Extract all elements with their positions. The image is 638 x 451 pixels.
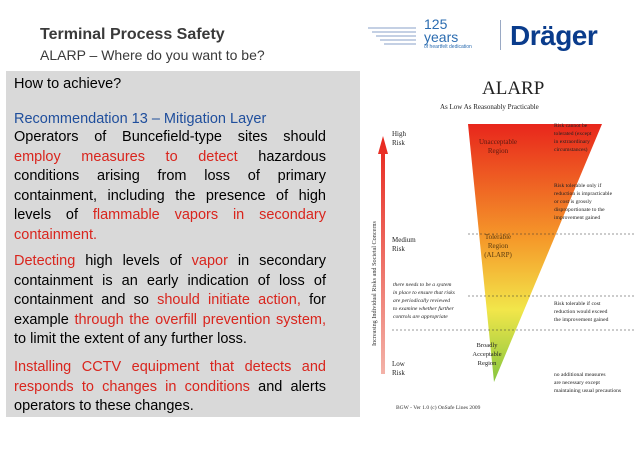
anniversary-word: years <box>424 29 459 45</box>
tolerable-region-label: Tolerable <box>484 233 512 241</box>
note-impracticable: disproportionate to the <box>554 207 605 213</box>
high-risk-label: Risk <box>392 139 405 147</box>
broadly-acceptable-label: Broadly <box>476 342 498 349</box>
alarp-diagram <box>372 74 638 420</box>
note-impracticable: Risk tolerable only if <box>554 183 602 189</box>
anniversary-lines-icon <box>368 26 418 48</box>
anniversary-number: 125 <box>424 16 448 32</box>
brand-divider <box>500 20 501 50</box>
medium-risk-label: Risk <box>392 245 405 253</box>
high-risk-label: High <box>392 130 406 138</box>
low-risk-label: Risk <box>392 369 405 377</box>
system-review-note: controls are appropriate <box>393 314 448 320</box>
alarp-title: ALARP <box>482 78 545 99</box>
body-text: hazardous conditions arising from loss of primary containment, including the presence of high levels of <box>14 148 326 223</box>
highlighted-text: employ measures to detect <box>14 148 238 165</box>
system-review-note: are periodically reviewed <box>393 298 451 304</box>
low-risk-label: Low <box>392 360 405 368</box>
risk-axis-arrow <box>378 136 388 374</box>
note-unacceptable: in extraordinary <box>554 139 590 145</box>
paragraph-cctv <box>14 358 326 417</box>
broadly-acceptable-label: Acceptable <box>472 351 502 358</box>
note-unacceptable: Risk cannot be <box>554 123 588 129</box>
note-cost: reduction would exceed <box>554 309 608 315</box>
note-impracticable: improvement gained <box>554 215 601 221</box>
highlighted-text: through the overfill prevention system, <box>74 311 326 328</box>
paragraph-detecting <box>14 252 326 350</box>
page-subtitle: ALARP – Where do you want to be? <box>40 47 265 63</box>
system-review-note: there needs to be a system <box>393 282 452 288</box>
anniversary-mark <box>424 18 472 50</box>
tolerable-region-label: (ALARP) <box>484 251 512 259</box>
recommendation-heading: Recommendation 13 – Mitigation Layer <box>14 111 267 127</box>
body-text: for example <box>14 292 326 328</box>
highlighted-text: Detecting <box>14 253 76 269</box>
unacceptable-region-label: Region <box>487 147 509 155</box>
page-title: Terminal Process Safety <box>40 26 225 43</box>
system-review-note: in place to ensure that risks <box>393 290 455 296</box>
unacceptable-region-label: Unacceptable <box>478 138 518 146</box>
system-review-note: to examine whether further <box>393 306 454 312</box>
highlighted-text: Installing CCTV equipment that detects and responds to changes in conditions <box>14 359 326 395</box>
body-text: and alerts operators to these changes. <box>14 378 326 414</box>
body-text: in secondary containment is an early indication of loss of containment and so <box>14 253 326 308</box>
brand-area <box>368 14 608 56</box>
anniversary-tagline: of heartfelt dedication <box>424 44 472 50</box>
note-unacceptable: tolerated (except <box>554 131 592 137</box>
paragraph-mitigation <box>14 128 326 245</box>
note-impracticable: or cost is grossly <box>554 199 592 205</box>
draeger-logo: Dräger <box>510 20 598 51</box>
question-text: How to achieve? <box>14 76 122 92</box>
tolerable-region-label: Region <box>487 242 509 250</box>
risk-axis-label: Increasing Individual Risks and Societal Concerns <box>371 221 378 346</box>
note-cost: the improvement gained <box>554 317 609 323</box>
medium-risk-label: Medium <box>392 236 416 244</box>
alarp-subtitle: As Low As Reasonably Practicable <box>440 103 539 111</box>
highlighted-text: vapor <box>191 253 228 269</box>
body-text: to limit the extent of any further loss. <box>14 331 247 347</box>
note-no-additional: no additional measures <box>554 372 606 378</box>
highlighted-text: should initiate action, <box>157 292 301 308</box>
note-unacceptable: circumstances) <box>554 147 588 153</box>
note-impracticable: reduction is impracticable <box>554 191 613 197</box>
body-text: high levels of <box>75 253 192 269</box>
highlighted-text: flammable vapors in secondary containment. <box>14 207 326 243</box>
note-no-additional: are necessary except <box>554 380 600 386</box>
note-no-additional: maintaining usual precautions <box>554 388 622 394</box>
diagram-footer: BGW - Ver 1.0 (c) OnSafe Lines 2009 <box>396 405 481 411</box>
broadly-acceptable-label: Region <box>477 360 497 367</box>
body-text: Operators of Buncefield-type sites should <box>14 129 326 145</box>
note-cost: Risk tolerable if cost <box>554 301 601 307</box>
